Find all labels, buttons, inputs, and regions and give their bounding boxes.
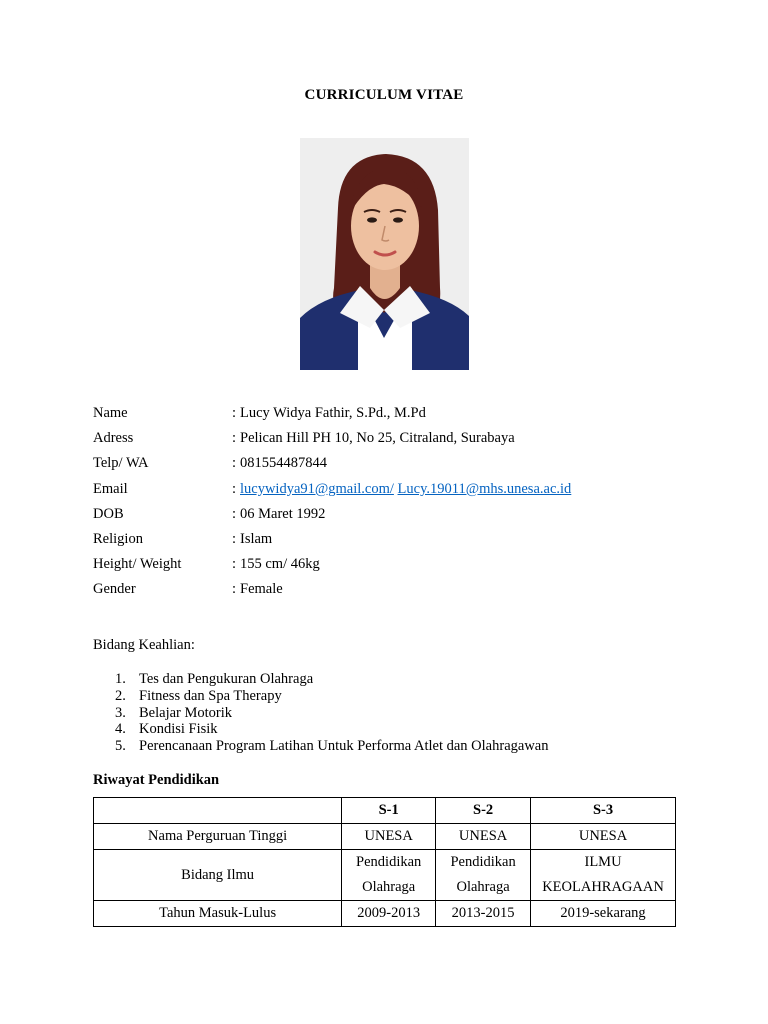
table-cell: UNESA [436, 824, 531, 850]
table-cell: UNESA [531, 824, 676, 850]
list-item [115, 705, 548, 722]
cell-line: Pendidikan [356, 854, 422, 870]
personal-info [93, 401, 571, 603]
cell-line: Olahraga [362, 879, 416, 895]
cell-line: ILMU [584, 854, 622, 870]
skills-list [115, 671, 548, 755]
separator: : [232, 455, 237, 472]
header-cell [94, 798, 342, 824]
list-item [115, 688, 548, 705]
header-cell: S-2 [436, 798, 531, 824]
info-row-phone [93, 451, 571, 476]
document-title: CURRICULUM VITAE [304, 87, 464, 103]
separator: : [232, 405, 237, 422]
table-cell [342, 850, 436, 901]
profile-photo [300, 138, 469, 370]
skill-text: Belajar Motorik [139, 704, 233, 721]
list-item [115, 671, 548, 688]
list-number: 3. [115, 704, 126, 721]
table-row [94, 824, 676, 850]
list-item [115, 721, 548, 738]
cell-line: Pendidikan [450, 854, 516, 870]
info-row-gender [93, 577, 571, 602]
info-row-height-weight [93, 552, 571, 577]
header-cell: S-3 [531, 798, 676, 824]
separator: : [232, 480, 237, 497]
skill-text: Fitness dan Spa Therapy [139, 687, 282, 704]
height-weight-value: 155 cm/ 46kg [240, 556, 320, 573]
skills-heading: Bidang Keahlian: [93, 637, 195, 653]
skill-text: Perencanaan Program Latihan Untuk Performa Atlet dan Olahragawan [139, 738, 549, 755]
list-number: 1. [115, 671, 126, 687]
info-row-address [93, 426, 571, 451]
list-item [115, 738, 548, 755]
table-cell [531, 850, 676, 901]
education-table [93, 797, 676, 927]
table-cell: 2009-2013 [342, 901, 436, 927]
table-cell [436, 850, 531, 901]
separator: : [232, 505, 237, 522]
address-label: Adress [93, 430, 134, 447]
religion-value: Islam [240, 531, 273, 548]
cell-line: KEOLAHRAGAAN [542, 879, 664, 895]
header-cell: S-1 [342, 798, 436, 824]
separator: : [232, 430, 237, 447]
separator: : [232, 531, 237, 548]
list-number: 5. [115, 738, 126, 755]
address-value: Pelican Hill PH 10, No 25, Citraland, Surabaya [240, 430, 515, 447]
table-cell: 2019-sekarang [531, 901, 676, 927]
phone-label: Telp/ WA [93, 455, 149, 472]
info-row-religion [93, 527, 571, 552]
name-label: Name [93, 405, 128, 422]
phone-value: 081554487844 [240, 455, 327, 472]
profile-photo-graphic [300, 138, 469, 370]
info-row-name [93, 401, 571, 426]
table-cell: UNESA [342, 824, 436, 850]
info-row-dob [93, 502, 571, 527]
religion-label: Religion [93, 531, 143, 548]
gender-label: Gender [93, 581, 136, 598]
education-heading: Riwayat Pendidikan [93, 772, 220, 788]
info-row-email [93, 477, 571, 502]
height-weight-label: Height/ Weight [93, 556, 182, 573]
skill-text: Kondisi Fisik [139, 721, 218, 738]
table-cell: 2013-2015 [436, 901, 531, 927]
table-row [94, 901, 676, 927]
row-label: Nama Perguruan Tinggi [94, 824, 342, 850]
row-label: Bidang Ilmu [94, 850, 342, 901]
list-number: 2. [115, 687, 126, 704]
separator: : [232, 556, 237, 573]
list-number: 4. [115, 721, 126, 738]
skill-text: Tes dan Pengukuran Olahraga [139, 671, 314, 687]
separator: : [232, 581, 237, 598]
row-label: Tahun Masuk-Lulus [94, 901, 342, 927]
name-value: Lucy Widya Fathir, S.Pd., M.Pd [240, 405, 426, 422]
email-link-gmail[interactable]: lucywidya91@gmail.com/ [240, 480, 394, 497]
table-header-row [94, 798, 676, 824]
email-label: Email [93, 480, 128, 497]
dob-value: 06 Maret 1992 [240, 505, 326, 522]
email-link-unesa[interactable]: Lucy.19011@mhs.unesa.ac.id [397, 480, 572, 497]
cell-line: Olahraga [456, 879, 510, 895]
dob-label: DOB [93, 505, 124, 522]
gender-value: Female [240, 581, 283, 598]
table-row [94, 850, 676, 901]
